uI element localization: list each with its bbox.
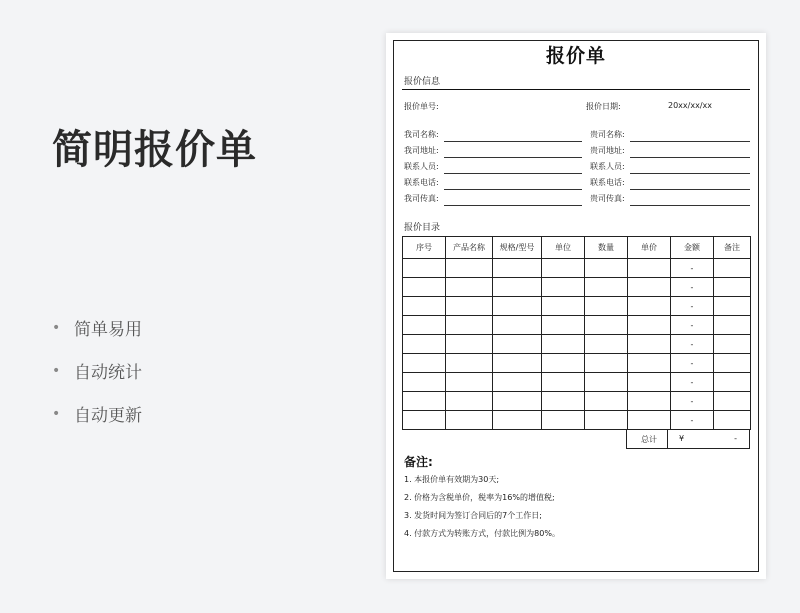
- table-cell[interactable]: [714, 373, 751, 392]
- table-cell[interactable]: [628, 297, 671, 316]
- table-cell[interactable]: [714, 354, 751, 373]
- table-cell[interactable]: [493, 373, 542, 392]
- table-cell[interactable]: [542, 316, 585, 335]
- table-row: [403, 316, 751, 335]
- table-cell[interactable]: [493, 316, 542, 335]
- amount-cell[interactable]: -: [671, 335, 714, 354]
- table-cell[interactable]: [446, 259, 493, 278]
- table-cell[interactable]: [714, 297, 751, 316]
- table-cell[interactable]: [714, 316, 751, 335]
- feature-label: 自动更新: [74, 406, 142, 426]
- your-field-label: 贵司名称:: [590, 130, 625, 139]
- table-cell[interactable]: [446, 278, 493, 297]
- table-cell[interactable]: [542, 335, 585, 354]
- col-header: 规格/型号: [493, 237, 542, 259]
- table-cell[interactable]: [714, 335, 751, 354]
- table-cell[interactable]: [493, 278, 542, 297]
- section-divider: [402, 89, 750, 90]
- table-cell[interactable]: [628, 373, 671, 392]
- table-cell[interactable]: [585, 278, 628, 297]
- table-cell[interactable]: [628, 411, 671, 430]
- table-cell[interactable]: [585, 411, 628, 430]
- table-cell[interactable]: [493, 259, 542, 278]
- total-divider: [667, 429, 668, 448]
- total-row: [626, 429, 750, 449]
- table-cell[interactable]: [403, 354, 446, 373]
- col-header: 单位: [542, 237, 585, 259]
- table-row: [403, 297, 751, 316]
- table-cell[interactable]: [493, 335, 542, 354]
- table-cell[interactable]: [403, 335, 446, 354]
- col-header: 单价: [628, 237, 671, 259]
- quote-date-label: 报价日期:: [586, 102, 621, 111]
- total-value: -: [734, 434, 737, 443]
- table-cell[interactable]: [628, 259, 671, 278]
- currency-symbol: ¥: [679, 434, 685, 443]
- quote-date-value: 20xx/xx/xx: [668, 101, 712, 110]
- table-cell[interactable]: [628, 392, 671, 411]
- table-cell[interactable]: [403, 278, 446, 297]
- your-field-label: 联系电话:: [590, 178, 625, 187]
- table-cell[interactable]: [542, 392, 585, 411]
- table-cell[interactable]: [446, 354, 493, 373]
- table-cell[interactable]: [628, 335, 671, 354]
- table-cell[interactable]: [542, 278, 585, 297]
- note-item: 4. 付款方式为转账方式，付款比例为80%。: [404, 529, 560, 538]
- amount-cell[interactable]: -: [671, 373, 714, 392]
- table-row: [403, 259, 751, 278]
- table-cell[interactable]: [403, 259, 446, 278]
- notes-title: 备注:: [404, 455, 433, 469]
- feature-label: 自动统计: [74, 363, 142, 383]
- table-row: [403, 411, 751, 430]
- table-cell[interactable]: [403, 297, 446, 316]
- fill-line[interactable]: [444, 205, 582, 206]
- fill-line[interactable]: [444, 141, 582, 142]
- table-cell[interactable]: [714, 411, 751, 430]
- fill-line[interactable]: [630, 205, 750, 206]
- amount-cell[interactable]: -: [671, 392, 714, 411]
- fill-line[interactable]: [630, 141, 750, 142]
- table-row: [403, 354, 751, 373]
- amount-cell[interactable]: -: [671, 297, 714, 316]
- quotation-sheet: [386, 33, 766, 579]
- note-item: 2. 价格为含税单价，税率为16%的增值税;: [404, 493, 555, 502]
- table-cell[interactable]: [493, 392, 542, 411]
- table-header-row: [403, 237, 751, 259]
- table-row: [403, 335, 751, 354]
- info-section-title: 报价信息: [404, 77, 441, 87]
- amount-cell[interactable]: -: [671, 316, 714, 335]
- table-row: [403, 278, 751, 297]
- table-cell[interactable]: [403, 316, 446, 335]
- table-row: [403, 373, 751, 392]
- fill-line[interactable]: [630, 173, 750, 174]
- table-cell[interactable]: [493, 354, 542, 373]
- col-header: 备注: [714, 237, 751, 259]
- table-cell[interactable]: [585, 392, 628, 411]
- table-cell[interactable]: [585, 335, 628, 354]
- table-cell[interactable]: [542, 373, 585, 392]
- table-cell[interactable]: [714, 392, 751, 411]
- our-field-label: 联系人员:: [404, 162, 439, 171]
- col-header: 产品名称: [446, 237, 493, 259]
- feature-item: [52, 349, 142, 392]
- table-cell[interactable]: [446, 335, 493, 354]
- table-cell[interactable]: [714, 278, 751, 297]
- table-cell[interactable]: [493, 411, 542, 430]
- document-title: 报价单: [545, 45, 606, 67]
- our-field-label: 我司传真:: [404, 194, 439, 203]
- feature-label: 简单易用: [74, 320, 142, 340]
- amount-cell[interactable]: -: [671, 259, 714, 278]
- total-label: 总计: [641, 435, 657, 444]
- table-cell[interactable]: [585, 259, 628, 278]
- your-field-label: 贵司地址:: [590, 146, 625, 155]
- quote-number-label: 报价单号:: [404, 102, 439, 111]
- table-cell[interactable]: [446, 411, 493, 430]
- table-cell[interactable]: [542, 411, 585, 430]
- feature-item: [52, 392, 142, 435]
- table-cell[interactable]: [585, 354, 628, 373]
- table-cell[interactable]: [493, 297, 542, 316]
- table-cell[interactable]: [403, 373, 446, 392]
- feature-item: [52, 306, 142, 349]
- table-cell[interactable]: [628, 316, 671, 335]
- your-field-label: 贵司传真:: [590, 194, 625, 203]
- our-field-label: 联系电话:: [404, 178, 439, 187]
- table-cell[interactable]: [542, 259, 585, 278]
- table-cell[interactable]: [403, 411, 446, 430]
- note-item: 1. 本报价单有效期为30天;: [404, 475, 500, 484]
- col-header: 序号: [403, 237, 446, 259]
- col-header: 数量: [585, 237, 628, 259]
- table-cell[interactable]: [446, 297, 493, 316]
- fill-line[interactable]: [630, 157, 750, 158]
- table-cell[interactable]: [585, 316, 628, 335]
- table-cell[interactable]: [446, 373, 493, 392]
- quote-items-table: [402, 236, 751, 430]
- table-cell[interactable]: [542, 354, 585, 373]
- fill-line[interactable]: [444, 157, 582, 158]
- our-field-label: 我司名称:: [404, 130, 439, 139]
- table-cell[interactable]: [714, 259, 751, 278]
- table-cell[interactable]: [446, 316, 493, 335]
- table-cell[interactable]: [403, 392, 446, 411]
- table-row: [403, 392, 751, 411]
- table-cell[interactable]: [585, 373, 628, 392]
- col-header: 金额: [671, 237, 714, 259]
- amount-cell[interactable]: -: [671, 411, 714, 430]
- fill-line[interactable]: [444, 173, 582, 174]
- bullet-icon: •: [52, 405, 61, 422]
- amount-cell[interactable]: -: [671, 278, 714, 297]
- your-field-label: 联系人员:: [590, 162, 625, 171]
- catalog-section-title: 报价目录: [404, 223, 441, 233]
- table-cell[interactable]: [446, 392, 493, 411]
- bullet-icon: •: [52, 362, 61, 379]
- table-cell[interactable]: [628, 278, 671, 297]
- amount-cell[interactable]: -: [671, 354, 714, 373]
- feature-list: [52, 306, 142, 435]
- our-field-label: 我司地址:: [404, 146, 439, 155]
- table-cell[interactable]: [628, 354, 671, 373]
- bullet-icon: •: [52, 319, 61, 336]
- fill-line[interactable]: [444, 189, 582, 190]
- table-cell[interactable]: [585, 297, 628, 316]
- table-cell[interactable]: [542, 297, 585, 316]
- fill-line[interactable]: [630, 189, 750, 190]
- hero-title: 简明报价单: [52, 127, 257, 173]
- note-item: 3. 发货时间为签订合同后的7个工作日;: [404, 511, 542, 520]
